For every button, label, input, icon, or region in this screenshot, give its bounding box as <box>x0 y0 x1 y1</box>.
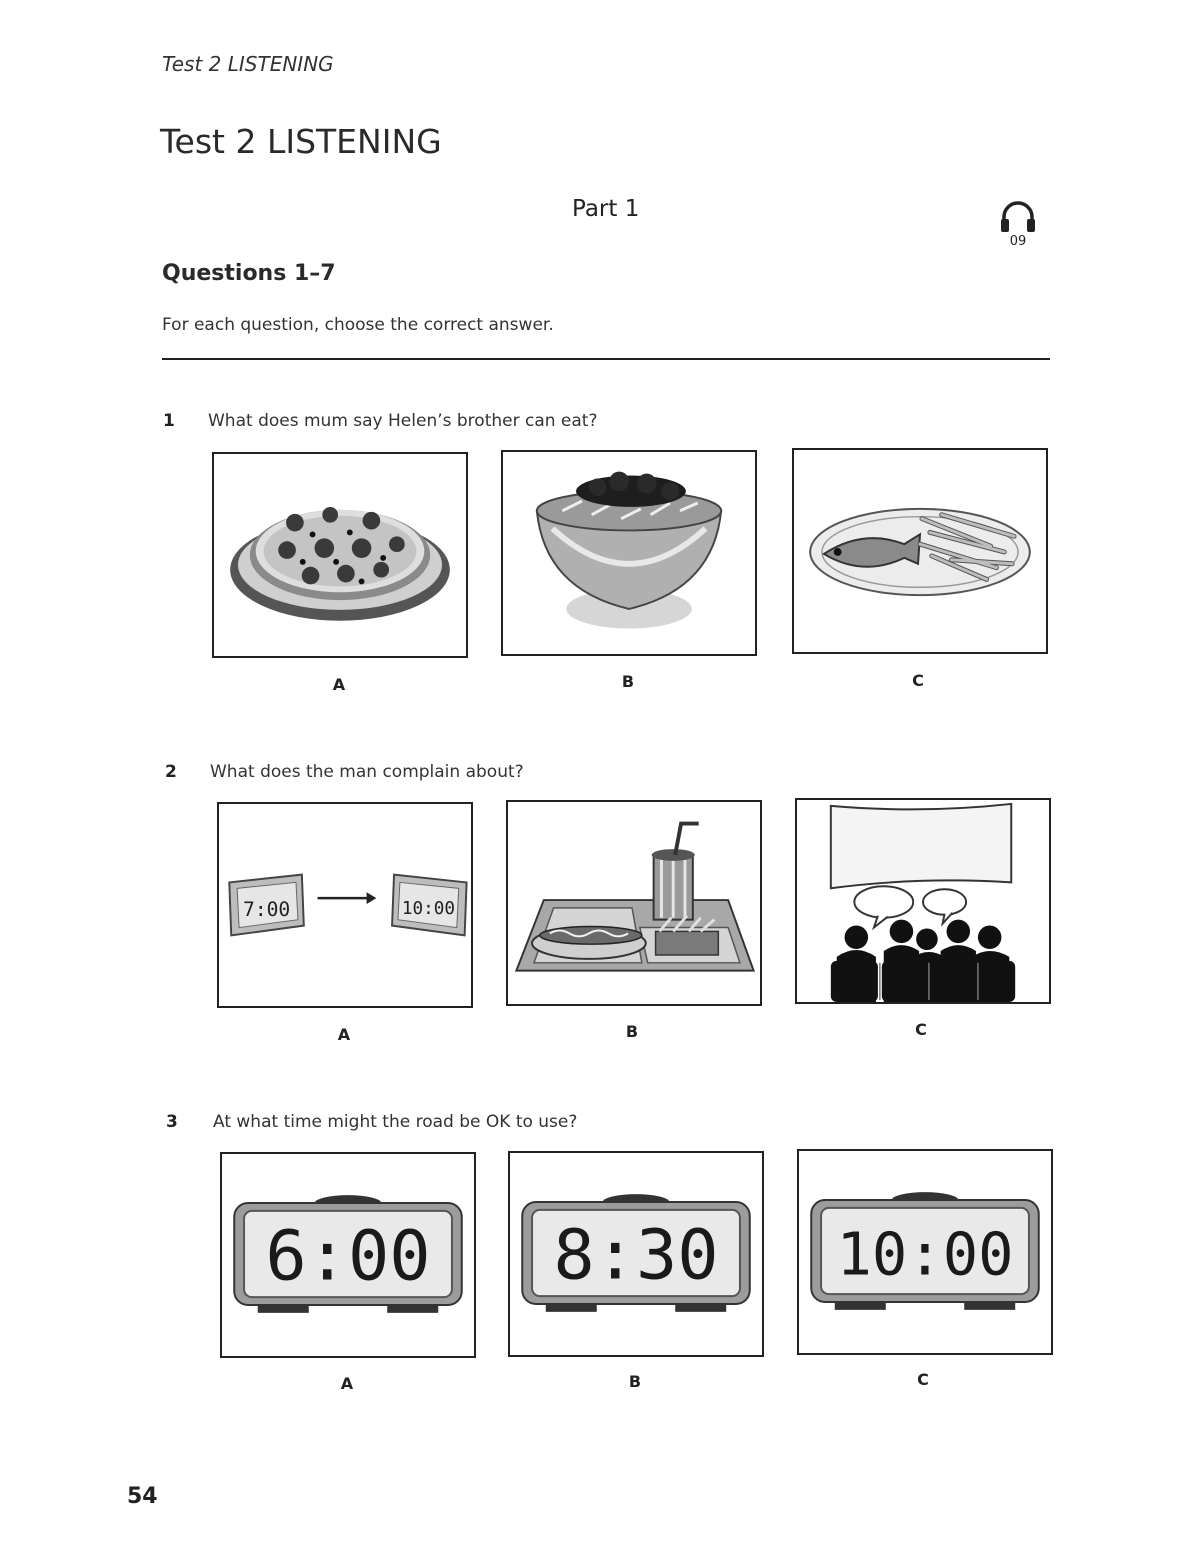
cinema-audience-picture <box>797 800 1049 1002</box>
page-number: 54 <box>127 1484 158 1509</box>
question-3-option-c-letter: C <box>917 1370 929 1389</box>
question-2-option-b-letter: B <box>625 1022 639 1041</box>
instruction-text: For each question, choose the correct answer. <box>162 315 554 335</box>
question-2-option-c-letter: C <box>915 1020 927 1039</box>
question-1-text: What does mum say Helen’s brother can eat? <box>208 411 598 431</box>
part-title: Part 1 <box>572 196 640 222</box>
question-1-option-c[interactable] <box>792 448 1048 654</box>
clock-time-text: 10:00 <box>836 1219 1014 1289</box>
question-1-option-b-letter: B <box>621 672 635 691</box>
question-2-option-a[interactable] <box>217 802 473 1008</box>
question-3-option-b[interactable] <box>508 1151 764 1357</box>
digital-clock-picture <box>222 1154 474 1356</box>
running-head: Test 2 LISTENING <box>162 52 334 76</box>
question-2-number: 2 <box>165 762 177 782</box>
question-2-option-a-letter: A <box>337 1025 351 1044</box>
audio-track-indicator <box>996 198 1040 249</box>
question-3-number: 3 <box>166 1112 178 1132</box>
headphones-icon <box>998 198 1038 234</box>
digital-clock-picture <box>510 1153 762 1355</box>
clock-from-text: 7:00 <box>243 897 291 921</box>
question-2-text: What does the man complain about? <box>210 762 524 782</box>
food-tray-picture <box>508 802 760 1004</box>
question-1-option-c-letter: C <box>912 671 924 690</box>
page-title: Test 2 LISTENING <box>160 122 442 161</box>
question-3-option-a-letter: A <box>340 1374 354 1393</box>
pasta-bowl-picture <box>503 452 755 654</box>
questions-heading: Questions 1–7 <box>162 261 336 286</box>
question-2-option-c[interactable] <box>795 798 1051 1004</box>
question-3-text: At what time might the road be OK to use? <box>213 1112 578 1132</box>
clock-to-text: 10:00 <box>401 898 455 919</box>
question-3-option-c[interactable] <box>797 1149 1053 1355</box>
question-1-option-b[interactable] <box>501 450 757 656</box>
clock-time-text: 6:00 <box>265 1216 431 1297</box>
audio-track-number: 09 <box>1009 234 1027 249</box>
fish-and-chips-picture <box>794 450 1046 652</box>
question-2-option-b[interactable] <box>506 800 762 1006</box>
question-3-option-a[interactable] <box>220 1152 476 1358</box>
question-1-number: 1 <box>163 411 175 431</box>
digital-clock-picture <box>799 1151 1051 1353</box>
question-1-option-a-letter: A <box>332 675 346 694</box>
pizza-picture <box>214 454 466 656</box>
clock-time-text: 8:30 <box>553 1215 719 1296</box>
question-3-option-b-letter: B <box>628 1372 642 1391</box>
clocks-time-change-picture <box>219 804 471 1006</box>
question-1-option-a[interactable] <box>212 452 468 658</box>
divider <box>162 358 1050 360</box>
